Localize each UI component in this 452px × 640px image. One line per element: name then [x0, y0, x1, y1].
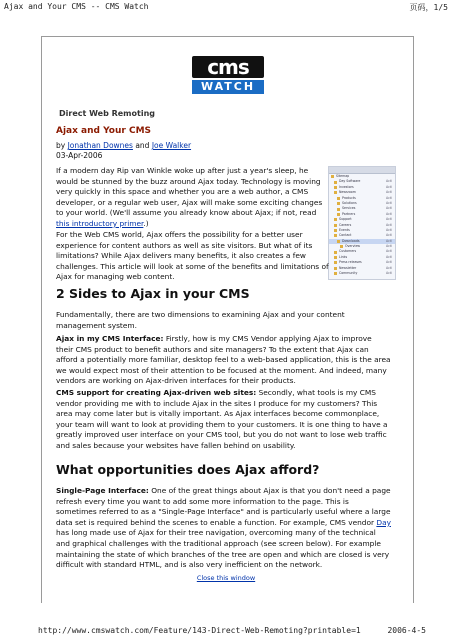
folder-icon: [337, 202, 340, 205]
tree-row-status: Acti: [385, 217, 392, 222]
close-window-link[interactable]: Close this window: [196, 574, 256, 582]
tree-row-label: Overview: [345, 244, 361, 249]
tree-row-status: Acti: [385, 222, 392, 227]
logo-watch-text: WATCH: [192, 80, 264, 94]
tree-row-status: Acti: [385, 190, 392, 195]
paragraph-6: [56, 486, 391, 571]
tree-row-status: Acti: [385, 271, 392, 276]
heading-opportunities: What opportunities does Ajax afford?: [56, 462, 320, 477]
article-title: Ajax and Your CMS: [56, 126, 152, 136]
paragraph-5: [56, 388, 391, 452]
tree-row-label: Sitemap: [336, 174, 350, 178]
tree-row-label: Events: [339, 227, 350, 232]
folder-icon: [334, 224, 337, 227]
primer-link[interactable]: this introductory primer: [56, 218, 144, 228]
tree-row-label: Press releases: [339, 260, 362, 265]
print-footer-date: 2006-4-5: [387, 626, 426, 635]
tree-row-status: Acti: [385, 179, 392, 184]
tree-row-label: Partners: [342, 211, 356, 216]
tree-row-label: Solutions: [342, 200, 357, 205]
p6-text-a: One of the great things about Ajax is that you don't need a page refresh every time you want to add some more information to the page. This is sometimes referred to as a "Single-Page Interface" and is particularly useful where a large data set is required behind the scenes to enable a function. For example, CMS vendor: [56, 486, 391, 527]
intro-end: .): [143, 218, 149, 228]
tree-row-status: Acti: [385, 200, 392, 205]
day-tree-screenshot: [328, 166, 396, 280]
p4-text: Firstly, how is my CMS Vendor applying Ajax to improve their CMS product to benefit authors and site managers? To the extent that Ajax can afford a potentially more familiar, desktop feel to a web-based application, this is the area we would expect most of their attention to be focused at the moment. And indeed, many vendors are working on Ajax-driven interfaces for their products.: [56, 334, 391, 386]
tree-row-label: Services: [342, 206, 356, 211]
print-footer: [4, 626, 448, 638]
close-window-row: [0, 574, 452, 582]
print-header-page: 页码，1/5: [409, 3, 448, 12]
tree-row-status: Acti: [385, 238, 392, 243]
tree-row-status: Acti: [385, 211, 392, 216]
byline-prefix: by: [56, 141, 68, 150]
tree-row-label: Day Software: [339, 179, 361, 184]
byline: [56, 141, 191, 161]
tree-row-status: Acti: [385, 227, 392, 232]
author-link-walker[interactable]: Joe Walker: [151, 141, 192, 150]
print-footer-url: http://www.cmswatch.com/Feature/143-Direct-Web-Remoting?printable=1: [38, 626, 361, 635]
p6-lead: Single-Page Interface:: [56, 486, 149, 495]
p5-lead: CMS support for creating Ajax-driven web sites:: [56, 388, 257, 397]
tree-row-status: Acti: [385, 244, 392, 249]
folder-icon: [337, 197, 340, 200]
print-header: [4, 2, 448, 14]
tree-row-status: Acti: [385, 265, 392, 270]
tree-row-label: Links: [339, 254, 348, 259]
heading-two-sides: 2 Sides to Ajax in your CMS: [56, 286, 250, 301]
tree-row[interactable]: [329, 271, 395, 276]
folder-icon: [334, 218, 337, 221]
tree-row-status: Acti: [385, 206, 392, 211]
tree-row-status: Acti: [385, 195, 392, 200]
folder-icon: [337, 213, 340, 216]
tree-row-label: Products: [342, 195, 356, 200]
section-label: Direct Web Remoting: [59, 109, 155, 118]
day-link[interactable]: Day: [376, 517, 391, 527]
cmswatch-logo: [192, 56, 264, 94]
folder-icon: [334, 181, 337, 184]
tree-row-label: Community: [339, 271, 358, 276]
paragraph-4: [56, 334, 391, 387]
author-link-downes[interactable]: Jonathan Downes: [67, 141, 133, 150]
tree-row-label: Customers: [339, 249, 357, 254]
logo-cms-text: cms: [192, 56, 264, 78]
tree-row-status: Acti: [385, 184, 392, 189]
screenshot-toolbar: [329, 167, 395, 174]
p6-text-b: has long made use of Ajax for their tree navigation, overcoming many of the technical and graphical challenges with the traditional approach (see screen below). For example maintaining the state of which branches of the tree are open and which are closed is very difficult with standard HTML, and is also very inefficient on the network.: [56, 528, 390, 570]
tree-rows: [329, 174, 395, 276]
tree-row-label: Support: [339, 217, 352, 222]
tree-row-status: Acti: [385, 254, 392, 259]
p5-text: Secondly, what tools is my CMS vendor providing me with to include Ajax in the sites I produce for my customers? This area may come later but is vitally important. As Ajax interfaces become commonplace, your team will want to look at providing them to your customers. It is one thing to have a greatly improved user interface on your CMS tool, but you do not want to lose web traffic and sales because your websites have fallen behind on usability.: [56, 388, 388, 450]
tree-row-label: Careers: [339, 222, 352, 227]
p4-lead: Ajax in my CMS Interface:: [56, 334, 164, 343]
folder-icon: [337, 208, 340, 211]
tree-row-label: Investors: [339, 184, 354, 189]
tree-row-status: Acti: [385, 249, 392, 254]
byline-and: and: [132, 141, 152, 150]
folder-icon: [334, 191, 337, 194]
tree-row-status: Acti: [385, 233, 392, 238]
article-date: 03-Apr-2006: [56, 151, 103, 160]
paragraph-2: For the Web CMS world, Ajax offers the possibility for a better user experience for content authors as well as site visitors. But what of its limitations? While Ajax delivers many benefits, it also creates a few challenges. This article will look at some of the benefits and limitations of Ajax for managing web content.: [56, 230, 329, 282]
folder-icon: [334, 186, 337, 189]
paragraph-3: Fundamentally, there are two dimensions to examining Ajax and your content management system.: [56, 310, 345, 330]
tree-row-label: Contact: [339, 233, 352, 238]
print-header-title: Ajax and Your CMS -- CMS Watch: [4, 2, 149, 11]
tree-row-status: Acti: [385, 260, 392, 265]
intro-paragraph: [56, 166, 324, 230]
folder-icon: [331, 175, 334, 178]
tree-row-label: Newsroom: [339, 190, 356, 195]
folder-icon: [340, 245, 343, 248]
tree-row-label: Downloads: [342, 238, 360, 243]
tree-row-label: Newsletter: [339, 265, 357, 270]
intro-text: If a modern day Rip van Winkle woke up after just a year's sleep, he would be stunned by the buzz around Ajax today. Technology is moving very quickly in this space and whether you are a web author, a CMS developer, or a regular web user, Ajax will make some exciting changes to your world. (We'll assume you already know about Ajax; if not, read: [56, 166, 323, 218]
